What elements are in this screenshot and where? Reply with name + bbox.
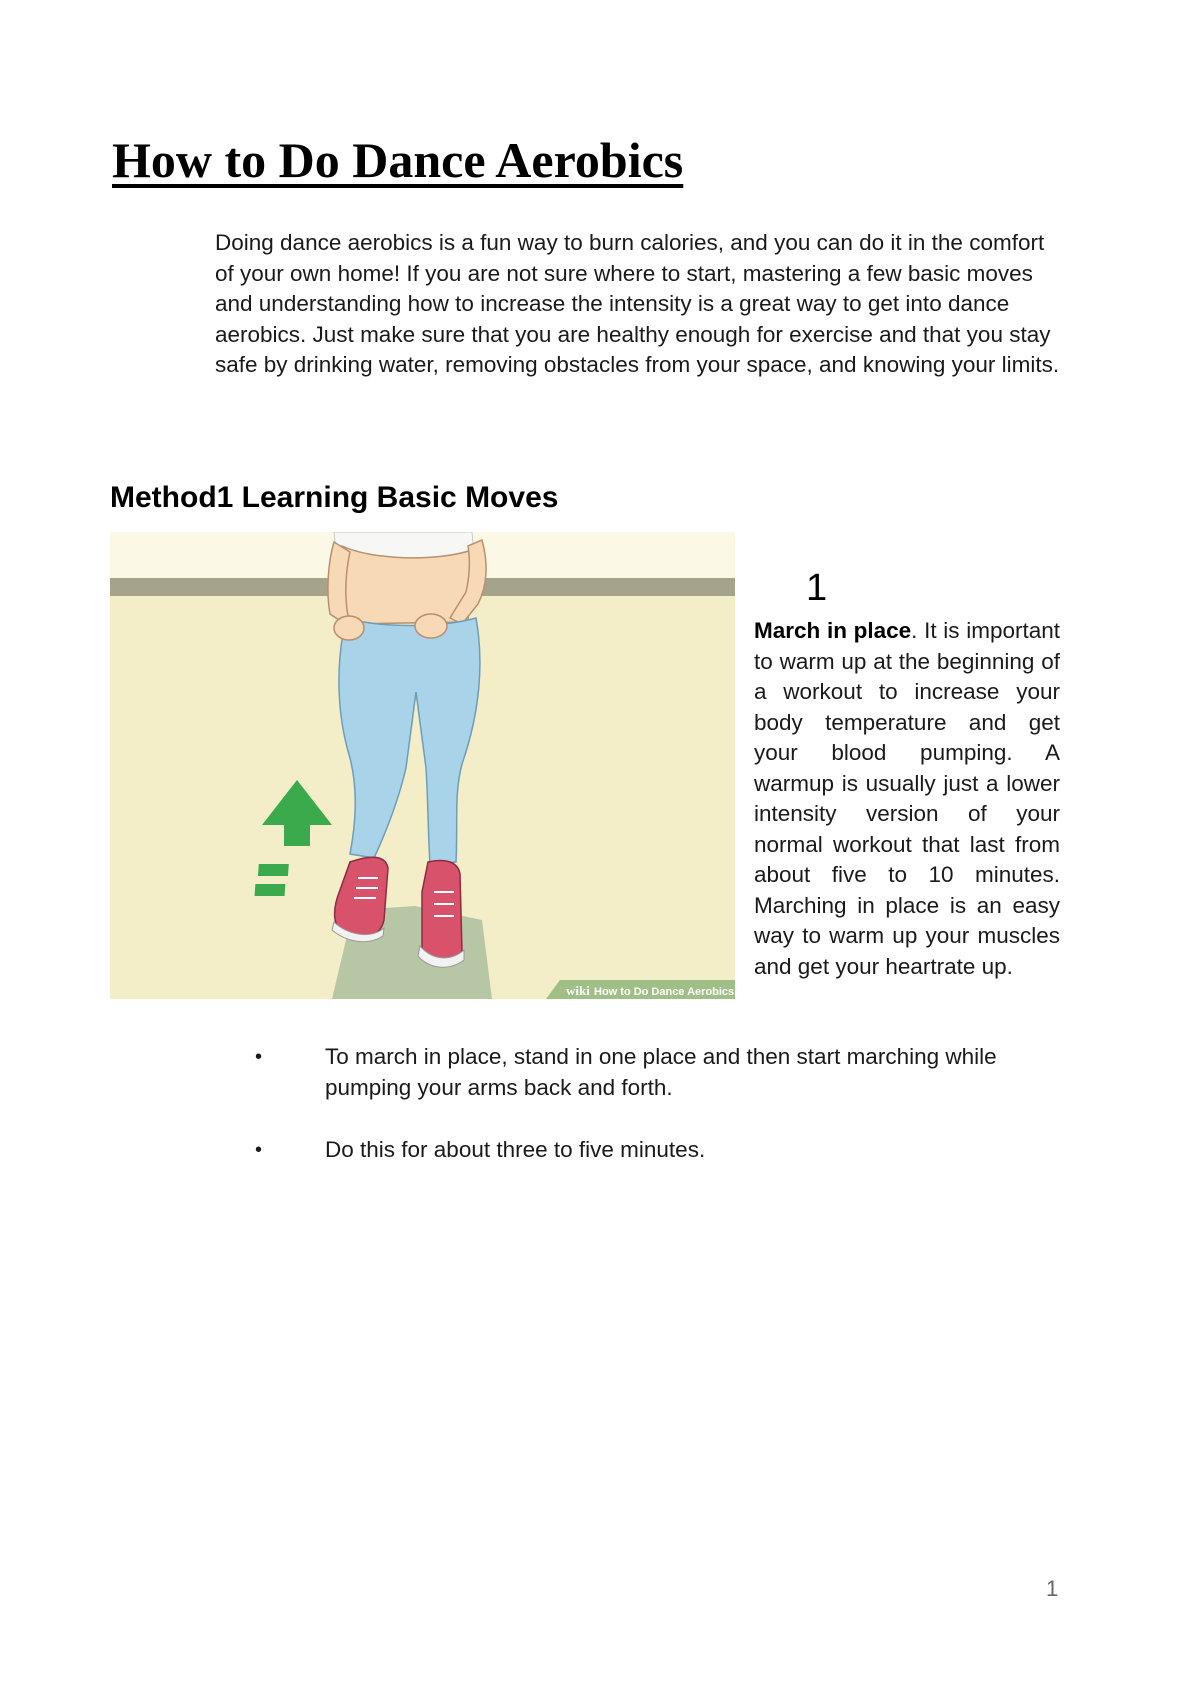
- bullet-mark: •: [255, 1139, 263, 1161]
- torso: [336, 546, 472, 624]
- watermark-prefix: wiki: [566, 983, 590, 998]
- watermark-text: How to Do Dance Aerobics: [594, 986, 735, 998]
- step-description: [754, 616, 1060, 982]
- bullet-text: Do this for about three to five minutes.: [325, 1137, 706, 1162]
- page-number: 1: [1046, 1576, 1059, 1601]
- left-hand: [334, 616, 364, 640]
- list-item: [0, 1135, 1061, 1166]
- right-hand: [415, 614, 447, 638]
- step-number: 1: [806, 567, 828, 609]
- intro-paragraph: Doing dance aerobics is a fun way to burn calories, and you can do it in the comfort of your own home! If you are not sure where to start, mastering a few basic moves and understanding how to increase the intensity is a great way to get into dance aerobics. Just make sure that you are healthy enough for exercise and that you stay safe by drinking water, removing obstacles from your space, and knowing your limits.: [215, 230, 1060, 377]
- right-shoe: [422, 861, 462, 961]
- method-heading: Method1 Learning Basic Moves: [110, 481, 559, 514]
- bullet-list: [0, 1042, 1200, 1198]
- bullet-mark: •: [255, 1046, 263, 1068]
- watermark: [546, 980, 735, 999]
- step-body: . It is important to warm up at the beginning of a workout to increase your body temperature and get your blood pumping. A warmup is usually just a lower intensity version of your normal workout that last from about five to 10 minutes. Marching in place is an easy way to warm up your muscles and get your heartrate up.: [754, 618, 1061, 979]
- list-item: [0, 1042, 1061, 1103]
- document-title: How to Do Dance Aerobics: [112, 132, 684, 188]
- bullet-text: To march in place, stand in one place and then start marching while pumping your arms back and forth.: [325, 1044, 997, 1100]
- step-illustration: [110, 532, 735, 999]
- step-title: March in place: [754, 618, 912, 643]
